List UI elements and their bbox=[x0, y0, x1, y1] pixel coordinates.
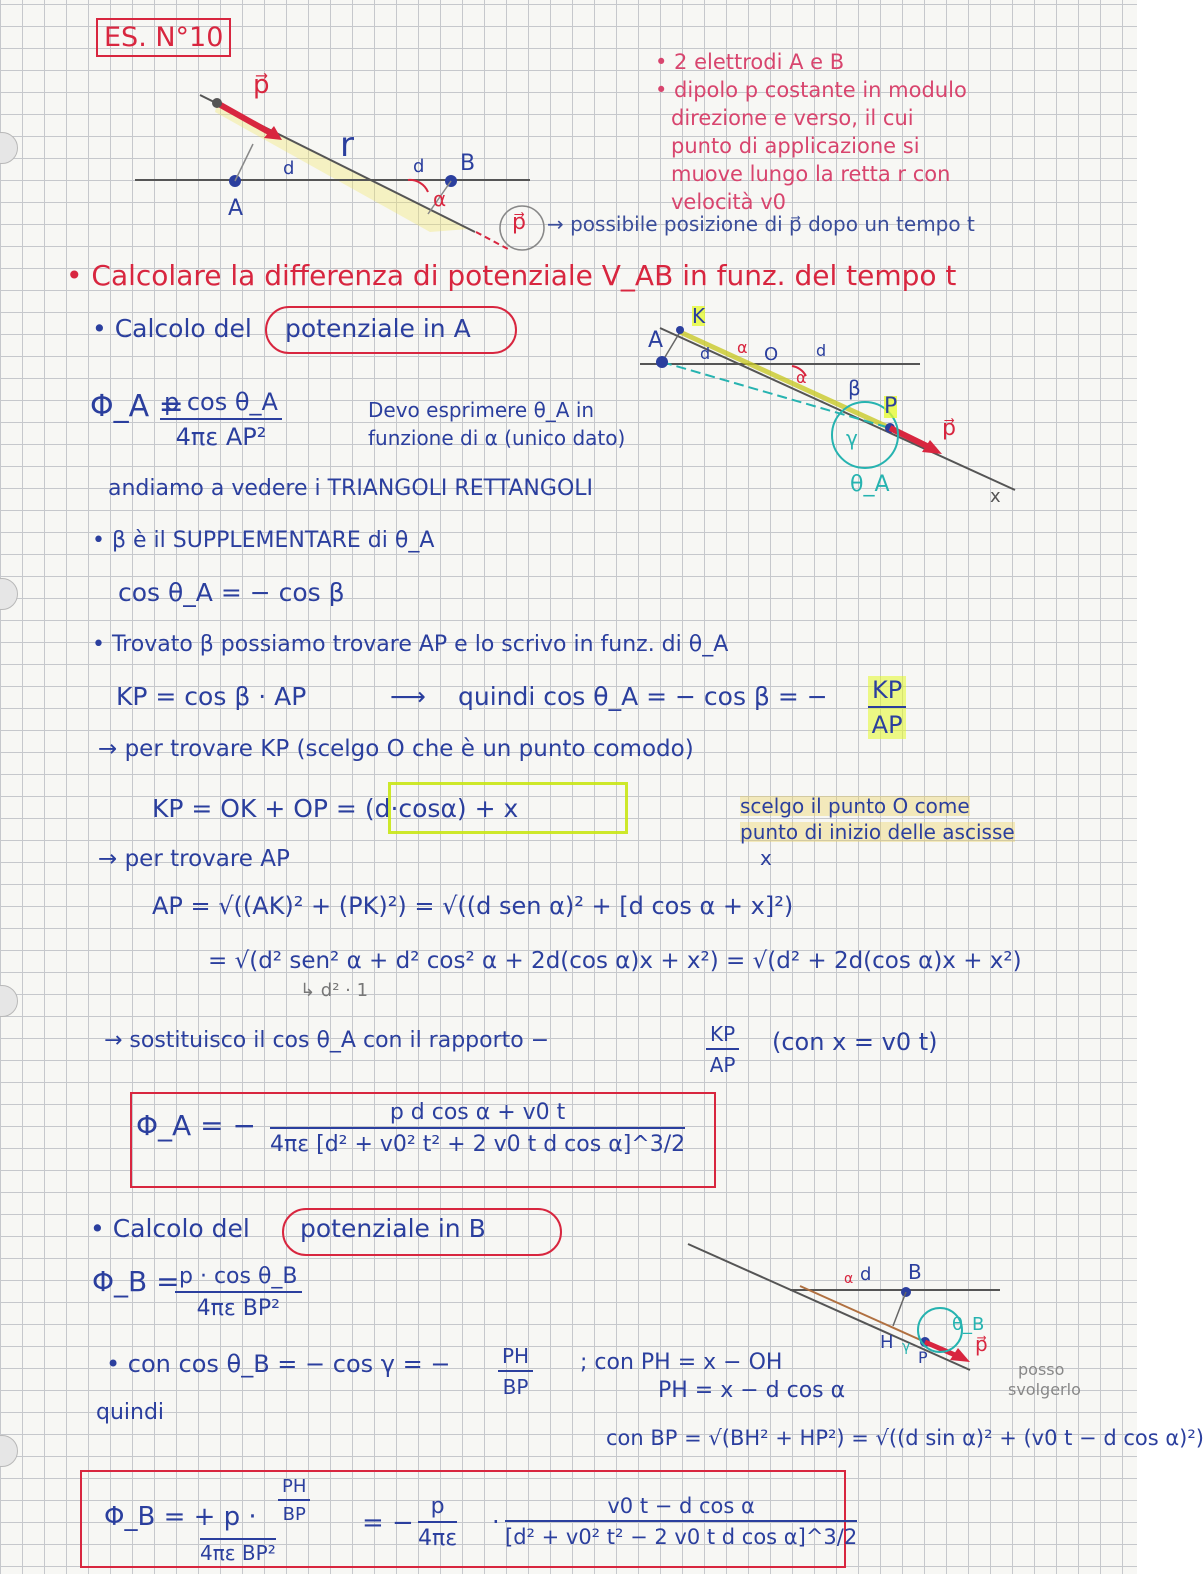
point-b-label: B bbox=[908, 1260, 922, 1284]
point-h-label: H bbox=[880, 1332, 894, 1353]
fraction-denominator: 4πε bbox=[418, 1526, 458, 1551]
dipole-label: p⃗ bbox=[942, 416, 956, 441]
distance-label: d bbox=[413, 156, 425, 177]
ap-expression-1: AP = √((AK)² + (PK)²) = √((d sen α)² + [d cos α + x]²) bbox=[152, 892, 794, 920]
alpha-label: α bbox=[433, 187, 447, 211]
point-k-label: K bbox=[692, 304, 706, 328]
cos-relation: cos θ_A = − cos β bbox=[118, 578, 345, 607]
phi-b-lhs: Φ_B = bbox=[92, 1265, 180, 1298]
given-line: • 2 elettrodi A e B bbox=[655, 50, 845, 74]
quindi-line: quindi cos θ_A = − cos β = − bbox=[458, 682, 828, 711]
quindi-label: quindi bbox=[96, 1400, 165, 1425]
bp-relation: con BP = √(BH² + HP²) = √((d sin α)² + (v0 t − d cos α)²) bbox=[606, 1426, 1204, 1450]
kp-relation: KP = cos β · AP bbox=[116, 682, 307, 711]
result-b-fraction bbox=[505, 1494, 857, 1549]
given-line: punto di applicazione si bbox=[671, 134, 920, 158]
given-line: velocità v0 bbox=[671, 190, 786, 214]
point-p-label: P bbox=[884, 394, 898, 419]
phi-a-numerator: p cos θ_A bbox=[160, 388, 282, 420]
origin-note: scelgo il punto O come bbox=[740, 794, 970, 818]
phi-a-lhs: Φ_A = bbox=[90, 389, 184, 424]
dot: · bbox=[492, 1508, 500, 1536]
side-note: svolgerlo bbox=[1008, 1380, 1081, 1399]
point-a-label: A bbox=[648, 328, 664, 353]
point-o-label: O bbox=[764, 344, 779, 365]
result-b-lhs: Φ_B = + p · bbox=[104, 1502, 257, 1532]
per-kp-line: → per trovare KP (scelgo O che è un punto comodo) bbox=[98, 736, 694, 762]
side-note: posso bbox=[1018, 1360, 1065, 1379]
ap-expression-2: = √(d² sen² α + d² cos² α + 2d(cos α)x + x²) = √(d² + 2d(cos α)x + x²) bbox=[208, 948, 1022, 974]
point-p-label: P bbox=[918, 1348, 928, 1367]
fraction-numerator: PH bbox=[278, 1476, 310, 1501]
distance-label: d bbox=[283, 158, 295, 179]
gamma-label: γ bbox=[902, 1339, 911, 1355]
origin-note: x bbox=[760, 846, 772, 870]
alpha-label: α bbox=[844, 1271, 854, 1287]
theta-a-label: θ_A bbox=[850, 472, 890, 497]
theta-b-label: θ_B bbox=[952, 1314, 985, 1335]
triangles-note: andiamo a vedere i TRIANGOLI RETTANGOLI bbox=[108, 476, 593, 501]
note-theta: funzione di α (unico dato) bbox=[368, 426, 626, 450]
fraction-denominator: AP bbox=[709, 1053, 736, 1077]
given-line: direzione e verso, il cui bbox=[671, 106, 914, 130]
section-b-cloud-text: potenziale in B bbox=[300, 1214, 486, 1243]
possible-position-note: → possibile posizione di p⃗ dopo un tempo t bbox=[547, 212, 975, 236]
distance-label: d bbox=[860, 1264, 872, 1285]
ap-note: ↳ d² · 1 bbox=[300, 980, 369, 1001]
fraction-denominator: BP bbox=[502, 1375, 529, 1399]
task-statement: • Calcolare la differenza di potenziale V_AB in funz. del tempo t bbox=[66, 259, 957, 292]
dipole-label: p⃗ bbox=[253, 70, 270, 100]
per-ap-line: → per trovare AP bbox=[98, 846, 290, 872]
distance-label: d bbox=[700, 344, 711, 363]
fraction-denominator: 4πε [d² + v0² t² + 2 v0 t d cos α]^3/2 bbox=[270, 1132, 686, 1157]
electrode-b-label: B bbox=[460, 151, 476, 176]
fraction-numerator: p bbox=[418, 1494, 457, 1523]
given-line: muove lungo la retta r con bbox=[671, 162, 951, 186]
note-theta: Devo esprimere θ_A in bbox=[368, 398, 595, 422]
fraction-denominator: [d² + v0² t² − 2 v0 t d cos α]^3/2 bbox=[505, 1525, 858, 1549]
fraction-numerator: PH bbox=[498, 1344, 533, 1372]
dipole-later-label: p⃗ bbox=[512, 210, 526, 235]
result-b-coefficient bbox=[418, 1494, 457, 1551]
result-b-inner-fraction bbox=[278, 1476, 310, 1525]
exercise-title: ES. N°10 bbox=[96, 18, 231, 57]
fraction-denominator: BP bbox=[282, 1504, 306, 1525]
substitution-condition: (con x = v0 t) bbox=[772, 1028, 938, 1056]
fraction-numerator: v0 t − d cos α bbox=[505, 1494, 857, 1522]
given-line: • dipolo p costante in modulo bbox=[655, 78, 967, 102]
section-a-cloud-text: potenziale in A bbox=[285, 314, 471, 343]
x-axis-label: x bbox=[990, 486, 1001, 507]
trovato-line: • Trovato β possiamo trovare AP e lo scrivo in funz. di θ_A bbox=[92, 632, 729, 657]
fraction-numerator: p d cos α + v0 t bbox=[270, 1100, 685, 1129]
substitution-line: → sostituisco il cos θ_A con il rapporto − bbox=[104, 1028, 550, 1053]
result-b-denominator: 4πε BP² bbox=[200, 1538, 276, 1563]
dipole-label: p⃗ bbox=[975, 1332, 988, 1356]
fraction-numerator: KP bbox=[706, 1022, 739, 1050]
line-r-label: r bbox=[340, 125, 354, 165]
electrode-a-label: A bbox=[228, 196, 244, 221]
distance-label: d bbox=[816, 341, 827, 360]
alpha-label: α bbox=[796, 368, 807, 387]
gamma-label: γ bbox=[846, 426, 858, 450]
section-a-heading: • Calcolo del bbox=[92, 314, 252, 343]
beta-line: • β è il SUPPLEMENTARE di θ_A bbox=[92, 528, 435, 553]
fraction-denominator: 4πε BP² bbox=[196, 1296, 280, 1321]
alpha-label: α bbox=[737, 338, 748, 357]
kp-expression: KP = OK + OP = (d·cosα) + x bbox=[152, 794, 519, 823]
ph-relation: ; con PH = x − OH bbox=[580, 1350, 783, 1375]
arrow: ⟶ bbox=[390, 682, 426, 711]
phi-a-denominator: 4πε AP² bbox=[175, 423, 267, 451]
beta-label: β bbox=[848, 376, 861, 400]
result-b-equals: = − bbox=[362, 1508, 414, 1538]
section-b-heading: • Calcolo del bbox=[90, 1214, 250, 1243]
result-a-lhs: Φ_A = − bbox=[136, 1109, 256, 1142]
origin-note: punto di inizio delle ascisse bbox=[740, 820, 1015, 844]
fraction-denominator: AP bbox=[871, 711, 903, 739]
fraction-numerator: KP bbox=[868, 676, 906, 708]
fraction-numerator: p · cos θ_B bbox=[175, 1264, 302, 1293]
ph-relation: PH = x − d cos α bbox=[658, 1378, 846, 1403]
cos-theta-b-line: • con cos θ_B = − cos γ = − bbox=[106, 1350, 451, 1378]
